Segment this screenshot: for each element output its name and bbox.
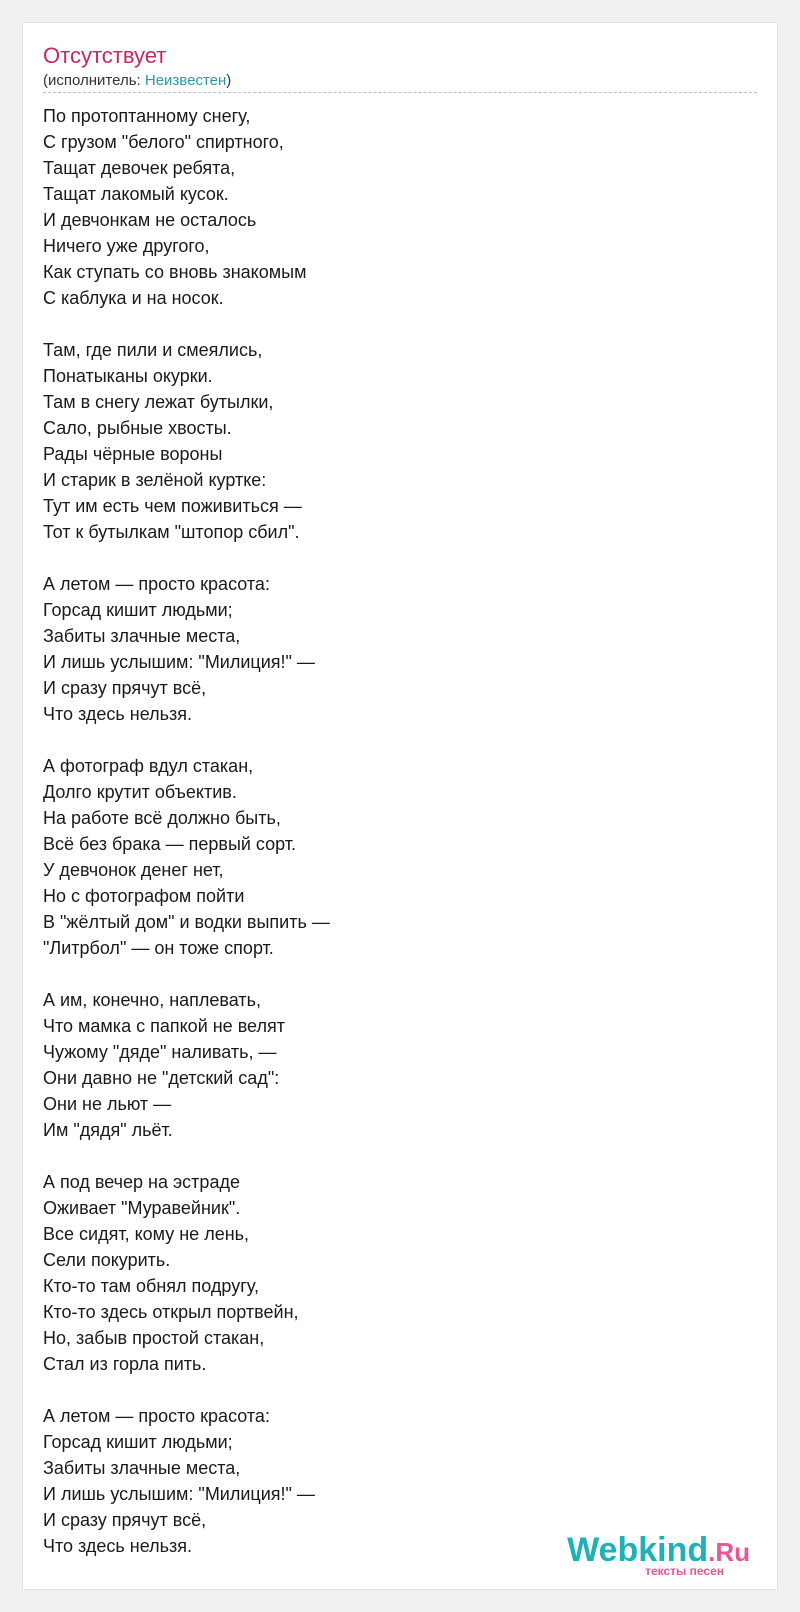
webkind-logo[interactable]	[560, 1532, 760, 1576]
dashed-divider	[43, 92, 757, 93]
artist-link[interactable]: Неизвестен	[144, 72, 227, 89]
song-title: Отсутствует	[43, 43, 167, 68]
logo-tagline: тексты песен	[645, 1564, 724, 1578]
logo-main-text: Webkind	[567, 1531, 709, 1569]
logo-domain-text: .Ru	[708, 1537, 750, 1567]
artist-prefix: (исполнитель:	[43, 72, 145, 89]
lyrics-card	[22, 22, 778, 1590]
artist-line	[43, 71, 231, 91]
artist-suffix: )	[226, 72, 232, 89]
lyrics-text: По протоптанному снегу, С грузом "белого" спиртного, Тащат девочек ребята, Тащат лакомый кусок. И девчонкам не осталось Ничего уже другого, Как ступать со вновь знакомым С каблука и на носок. Там, где пили и смеялись, Понатыканы окурки. Там в снегу лежат бутылки, Сало, рыбные хвосты. Рады чёрные вороны И старик в зелёной куртке: Тут им есть чем поживиться — Тот к бутылкам "штопор сбил". А летом — просто красота: Горсад кишит людьми; Забиты злачные места, И лишь услышим: "Милиция!" — И сразу прячут всё, Что здесь нельзя. А фотограф вдул стакан, Долго крутит объектив. На работе всё должно быть, Всё без брака — первый сорт. У девчонок денег нет, Но с фотографом пойти В "жёлтый дом" и водки выпить — "Литрбол" — он тоже спорт. А им, конечно, наплевать, Что мамка с папкой не велят Чужому "дяде" наливать, — Они давно не "детский сад": Они не льют — Им "дядя" льёт. А под вечер на эстраде Оживает "Муравейник". Все сидят, кому не лень, Сели покурить. Кто-то там обнял подругу, Кто-то здесь открыл портвейн, Но, забыв простой стакан, Стал из горла пить. А летом — просто красота: Горсад кишит людьми; Забиты злачные места, И лишь услышим: "Милиция!" — И сразу прячут всё, Что здесь нельзя.	[43, 106, 330, 1556]
